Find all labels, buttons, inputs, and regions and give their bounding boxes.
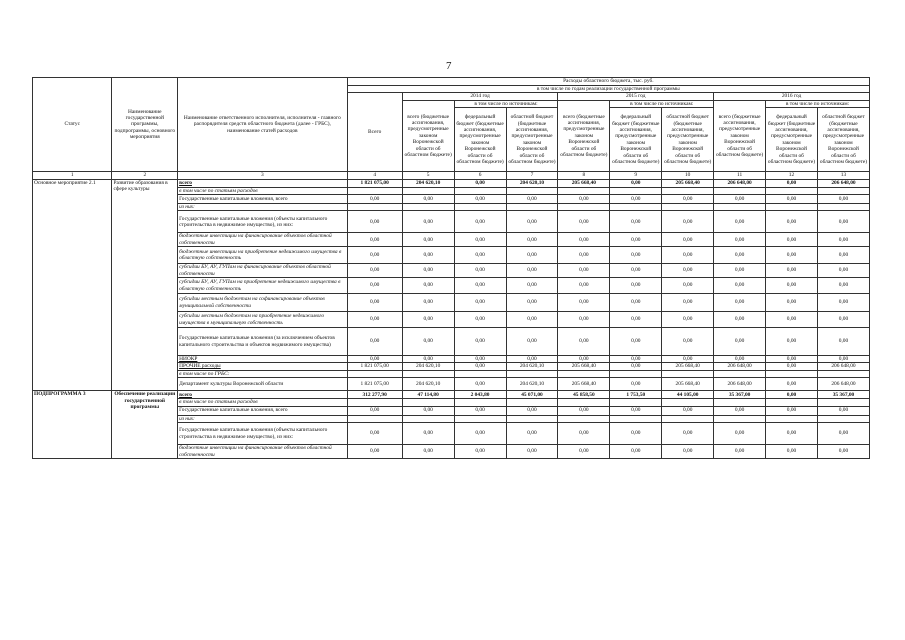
row-item: Государственные капитальные вложения, всего <box>178 406 348 415</box>
row-value: 0,00 <box>610 233 662 247</box>
row-item: Государственные капитальные вложения, всего <box>178 195 348 204</box>
row-value: 0,00 <box>817 247 869 264</box>
row-value <box>506 204 558 211</box>
row-value: 0,00 <box>662 312 714 328</box>
row-value <box>347 187 402 194</box>
row-value: 0,00 <box>402 211 454 233</box>
row-value: 204 620,10 <box>506 363 558 370</box>
column-number: 7 <box>506 172 558 179</box>
row-value: 0,00 <box>817 406 869 415</box>
row-value: 0,00 <box>662 195 714 204</box>
row-value: 0,00 <box>817 195 869 204</box>
row-item: субсидии БУ, АУ, ГУПам на финансирование объектов областной собственности <box>178 264 348 278</box>
row-value: 0,00 <box>817 211 869 233</box>
row-value: 0,00 <box>766 195 818 204</box>
row-value: 0,00 <box>454 278 506 294</box>
row-value: 204 620,10 <box>402 363 454 370</box>
row-value: 0,00 <box>454 211 506 233</box>
row-value: 0,00 <box>662 406 714 415</box>
row-value: 0,00 <box>766 363 818 370</box>
row-value: 0,00 <box>347 264 402 278</box>
row-value: 0,00 <box>610 179 662 187</box>
row-item: из них: <box>178 204 348 211</box>
row-value: 0,00 <box>454 406 506 415</box>
column-number: 12 <box>766 172 818 179</box>
row-item: всего <box>178 179 348 187</box>
row-value: 0,00 <box>506 264 558 278</box>
row-value: 206 648,00 <box>714 179 766 187</box>
row-value: 0,00 <box>714 211 766 233</box>
row-value: 0,00 <box>506 406 558 415</box>
row-value <box>402 399 454 406</box>
row-value <box>662 187 714 194</box>
row-value: 0,00 <box>402 247 454 264</box>
row-value: 0,00 <box>662 356 714 363</box>
row-value <box>347 370 402 377</box>
row-value: 0,00 <box>610 294 662 312</box>
row-value: 0,00 <box>766 406 818 415</box>
row-value: 0,00 <box>402 233 454 247</box>
row-value: 0,00 <box>766 445 818 459</box>
row-value: 0,00 <box>610 423 662 445</box>
row-value <box>558 399 610 406</box>
row-value: 0,00 <box>662 423 714 445</box>
row-value: 0,00 <box>506 233 558 247</box>
row-value: 0,00 <box>558 294 610 312</box>
row-value: 0,00 <box>558 195 610 204</box>
row-value: 45 071,00 <box>506 391 558 399</box>
row-value: 0,00 <box>610 264 662 278</box>
row-item: в том числе по статьям расходов <box>178 399 348 406</box>
row-value <box>558 415 610 422</box>
table-row <box>33 179 870 187</box>
row-value: 0,00 <box>506 278 558 294</box>
column-number: 4 <box>347 172 402 179</box>
row-item: бюджетные инвестиции на финансирование объектов областной собственности <box>178 445 348 459</box>
row-value <box>610 415 662 422</box>
row-value: 206 648,00 <box>714 378 766 391</box>
column-number: 2 <box>112 172 178 179</box>
row-status: ПОДПРОГРАММА 3 <box>33 391 112 459</box>
row-value: 0,00 <box>766 294 818 312</box>
row-value: 0,00 <box>766 423 818 445</box>
row-value <box>402 370 454 377</box>
row-value <box>558 204 610 211</box>
row-value: 204 620,10 <box>506 378 558 391</box>
row-value: 0,00 <box>558 312 610 328</box>
row-value <box>817 415 869 422</box>
row-value <box>558 187 610 194</box>
row-value <box>766 370 818 377</box>
row-value: 204 620,10 <box>402 378 454 391</box>
header-2016-federal: федеральный бюджет (бюджетные ассигнования, предусмотренные законом Воронежской области об областном бюджете) <box>766 108 818 172</box>
row-value: 0,00 <box>714 423 766 445</box>
row-value: 0,00 <box>766 211 818 233</box>
row-value <box>610 370 662 377</box>
row-item: бюджетные инвестиции на приобретение недвижимого имущества в областную собственность <box>178 247 348 264</box>
row-item: субсидии местным бюджетам на приобретение недвижимого имущества в муниципальную собственность <box>178 312 348 328</box>
row-value: 2 043,80 <box>454 391 506 399</box>
row-value: 45 858,50 <box>558 391 610 399</box>
row-item: ПРОЧИЕ расходы <box>178 363 348 370</box>
row-value: 204 620,10 <box>402 179 454 187</box>
row-value: 0,00 <box>402 294 454 312</box>
row-value: 0,00 <box>817 233 869 247</box>
row-value: 0,00 <box>558 278 610 294</box>
row-value: 0,00 <box>610 328 662 356</box>
row-value <box>714 415 766 422</box>
row-value: 0,00 <box>506 445 558 459</box>
row-value: 0,00 <box>347 312 402 328</box>
row-value: 1 821 075,00 <box>347 378 402 391</box>
row-value: 0,00 <box>347 328 402 356</box>
header-2015-federal: федеральный бюджет (бюджетные ассигнования, предусмотренные законом Воронежской области об областном бюджете) <box>610 108 662 172</box>
row-value: 0,00 <box>347 294 402 312</box>
row-value <box>714 187 766 194</box>
row-value <box>454 370 506 377</box>
row-value: 0,00 <box>714 264 766 278</box>
column-number: 13 <box>817 172 869 179</box>
row-item: Государственные капитальные вложения (объекты капитального строительства в недвижимое имущество), из них: <box>178 211 348 233</box>
row-value: 0,00 <box>454 247 506 264</box>
row-item: субсидии местным бюджетам на софинансирование объектов муниципальной собственности <box>178 294 348 312</box>
row-value <box>662 204 714 211</box>
row-value: 0,00 <box>558 423 610 445</box>
row-value: 0,00 <box>610 363 662 370</box>
header-status: Статус <box>33 78 112 172</box>
row-value: 0,00 <box>817 328 869 356</box>
row-value: 0,00 <box>817 312 869 328</box>
row-value: 0,00 <box>714 328 766 356</box>
row-value: 0,00 <box>402 356 454 363</box>
row-value <box>506 187 558 194</box>
row-value: 206 648,00 <box>714 363 766 370</box>
row-value: 0,00 <box>610 211 662 233</box>
header-2014-federal: федеральный бюджет (бюджетные ассигнования, предусмотренные законом Воронежской области об областном бюджете) <box>454 108 506 172</box>
row-item: НИОКР <box>178 356 348 363</box>
row-value <box>662 399 714 406</box>
row-value: 0,00 <box>402 312 454 328</box>
row-value: 0,00 <box>347 445 402 459</box>
row-value: 205 668,40 <box>662 363 714 370</box>
row-value: 0,00 <box>402 264 454 278</box>
header-2016-all: всего (бюджетные ассигнования, предусмотренные законом Воронежской области об областном бюджете) <box>714 100 766 171</box>
row-value: 0,00 <box>347 356 402 363</box>
header-year-2014: 2014 год <box>402 93 558 100</box>
row-item: Государственные капитальные вложения (за исключением объектов капитального строительства и объектов недвижимого имущества) <box>178 328 348 356</box>
row-value <box>558 370 610 377</box>
header-year-2015: 2015 год <box>558 93 714 100</box>
row-value: 0,00 <box>347 195 402 204</box>
row-value <box>347 415 402 422</box>
row-value: 0,00 <box>817 445 869 459</box>
row-value: 206 648,00 <box>817 378 869 391</box>
row-value: 0,00 <box>610 312 662 328</box>
row-value: 0,00 <box>714 278 766 294</box>
header-2014-regional: областной бюджет (бюджетные ассигнования, предусмотренные законом Воронежской области об областном бюджете) <box>506 108 558 172</box>
row-value <box>610 204 662 211</box>
row-value: 0,00 <box>766 247 818 264</box>
row-value: 0,00 <box>454 312 506 328</box>
row-value: 0,00 <box>558 328 610 356</box>
row-value <box>506 370 558 377</box>
row-value: 0,00 <box>662 278 714 294</box>
row-value: 0,00 <box>662 264 714 278</box>
row-value: 206 648,00 <box>817 363 869 370</box>
row-value: 0,00 <box>817 294 869 312</box>
row-value: 0,00 <box>506 356 558 363</box>
header-executor: Наименование ответственного исполнителя, исполнителя - главного распорядителя средств областного бюджета (далее - ГРБС), наименование статей расходов <box>178 78 348 172</box>
row-value: 0,00 <box>662 247 714 264</box>
row-value: 312 277,90 <box>347 391 402 399</box>
row-item: субсидии БУ, АУ, ГУПам на приобретение недвижимого имущества в областную собственность <box>178 278 348 294</box>
page-number: 7 <box>446 60 452 72</box>
column-number: 3 <box>178 172 348 179</box>
header-year-2016: 2016 год <box>714 93 870 100</box>
row-value: 0,00 <box>817 264 869 278</box>
header-expenses-title: Расходы областного бюджета, тыс. руб. <box>347 78 869 86</box>
header-by-years: в том числе по годам реализации государственной программы <box>347 86 869 93</box>
row-value: 0,00 <box>454 363 506 370</box>
row-value: 0,00 <box>454 378 506 391</box>
row-value: 0,00 <box>506 294 558 312</box>
row-value: 0,00 <box>714 195 766 204</box>
row-program-name: Обеспечение реализации государственной программы <box>112 391 178 459</box>
column-number: 8 <box>558 172 610 179</box>
row-item: Департамент культуры Воронежской области <box>178 378 348 391</box>
row-value: 0,00 <box>506 195 558 204</box>
row-value: 0,00 <box>766 233 818 247</box>
row-value: 0,00 <box>766 391 818 399</box>
column-number: 5 <box>402 172 454 179</box>
row-item: в том числе по статьям расходов <box>178 187 348 194</box>
row-value: 0,00 <box>610 247 662 264</box>
row-status: Основное мероприятие 2.1 <box>33 179 112 391</box>
row-value: 0,00 <box>766 312 818 328</box>
row-value <box>402 415 454 422</box>
row-value <box>610 187 662 194</box>
row-value: 0,00 <box>454 328 506 356</box>
row-value: 0,00 <box>558 356 610 363</box>
row-value <box>766 204 818 211</box>
row-value: 0,00 <box>347 233 402 247</box>
header-total: Всего <box>347 93 402 172</box>
column-number: 9 <box>610 172 662 179</box>
column-number-row <box>33 172 870 179</box>
header-2015-sources: в том числе по источникам: <box>610 100 714 107</box>
row-value: 44 105,00 <box>662 391 714 399</box>
row-value <box>662 415 714 422</box>
table-row <box>33 391 870 399</box>
header-2014-all: всего (бюджетные ассигнования, предусмотренные законом Воронежской области об областном бюджете) <box>402 100 454 171</box>
row-value: 0,00 <box>817 423 869 445</box>
row-value: 0,00 <box>454 264 506 278</box>
row-value: 0,00 <box>402 406 454 415</box>
row-value: 1 821 075,00 <box>347 179 402 187</box>
row-value: 0,00 <box>714 445 766 459</box>
row-value <box>347 204 402 211</box>
row-value <box>506 399 558 406</box>
row-value: 0,00 <box>714 356 766 363</box>
row-value: 0,00 <box>454 294 506 312</box>
row-value: 0,00 <box>610 195 662 204</box>
row-value <box>454 204 506 211</box>
header-2016-sources: в том числе по источникам: <box>766 100 870 107</box>
row-value: 0,00 <box>402 278 454 294</box>
row-value: 0,00 <box>506 423 558 445</box>
row-value: 0,00 <box>714 406 766 415</box>
row-value <box>714 399 766 406</box>
row-value: 0,00 <box>454 445 506 459</box>
row-value: 0,00 <box>558 264 610 278</box>
row-value <box>817 370 869 377</box>
row-value <box>662 370 714 377</box>
row-value <box>347 399 402 406</box>
row-value <box>454 187 506 194</box>
row-value: 0,00 <box>454 179 506 187</box>
row-value: 0,00 <box>454 195 506 204</box>
row-value: 205 668,40 <box>662 378 714 391</box>
row-value <box>610 399 662 406</box>
row-value: 0,00 <box>506 211 558 233</box>
row-value: 205 668,40 <box>558 378 610 391</box>
budget-table <box>32 77 870 459</box>
row-value: 0,00 <box>506 328 558 356</box>
row-value: 0,00 <box>347 211 402 233</box>
row-value: 204 620,10 <box>506 179 558 187</box>
header-program-name: Наименование государственной программы, подпрограммы, основного мероприятия <box>112 78 178 172</box>
row-value <box>766 415 818 422</box>
row-value: 0,00 <box>506 312 558 328</box>
row-value: 0,00 <box>610 406 662 415</box>
row-value: 0,00 <box>454 356 506 363</box>
row-value: 0,00 <box>662 294 714 312</box>
row-value <box>454 415 506 422</box>
row-value: 0,00 <box>506 247 558 264</box>
row-value: 35 367,00 <box>714 391 766 399</box>
header-2015-regional: областной бюджет (бюджетные ассигнования, предусмотренные законом Воронежской области об областном бюджете) <box>662 108 714 172</box>
row-value <box>454 399 506 406</box>
column-number: 10 <box>662 172 714 179</box>
row-value: 0,00 <box>610 356 662 363</box>
row-value: 0,00 <box>662 233 714 247</box>
column-number: 11 <box>714 172 766 179</box>
row-value: 0,00 <box>714 312 766 328</box>
row-value: 0,00 <box>714 233 766 247</box>
row-value: 0,00 <box>347 423 402 445</box>
row-value <box>817 187 869 194</box>
row-value: 0,00 <box>662 328 714 356</box>
row-value: 206 648,00 <box>817 179 869 187</box>
row-value: 0,00 <box>558 233 610 247</box>
row-item: Государственные капитальные вложения (объекты капитального строительства в недвижимое имущество), из них: <box>178 423 348 445</box>
row-value: 0,00 <box>766 179 818 187</box>
row-value: 0,00 <box>402 423 454 445</box>
row-value: 0,00 <box>558 211 610 233</box>
row-value: 0,00 <box>454 233 506 247</box>
row-value: 47 114,80 <box>402 391 454 399</box>
header-2014-sources: в том числе по источникам: <box>454 100 558 107</box>
row-value <box>817 204 869 211</box>
row-value: 0,00 <box>402 328 454 356</box>
row-value: 0,00 <box>347 278 402 294</box>
row-value: 0,00 <box>347 406 402 415</box>
header-2015-all: всего (бюджетные ассигнования, предусмотренные законом Воронежской области об областном бюджете) <box>558 100 610 171</box>
row-item: бюджетные инвестиции на финансирование объектов областной собственности <box>178 233 348 247</box>
row-value: 0,00 <box>714 294 766 312</box>
row-value: 0,00 <box>766 278 818 294</box>
row-item: из них: <box>178 415 348 422</box>
row-value: 0,00 <box>766 378 818 391</box>
row-value: 0,00 <box>610 378 662 391</box>
row-value <box>766 187 818 194</box>
row-value: 35 367,00 <box>817 391 869 399</box>
column-number: 6 <box>454 172 506 179</box>
row-value: 0,00 <box>402 195 454 204</box>
row-value <box>714 204 766 211</box>
header-2016-regional: областной бюджет (бюджетные ассигнования, предусмотренные законом Воронежской области об областном бюджете) <box>817 108 869 172</box>
row-value: 0,00 <box>714 247 766 264</box>
row-value: 205 668,40 <box>558 179 610 187</box>
column-number: 1 <box>33 172 112 179</box>
row-value: 0,00 <box>558 445 610 459</box>
row-value: 0,00 <box>558 406 610 415</box>
row-value: 0,00 <box>610 278 662 294</box>
row-value: 0,00 <box>766 264 818 278</box>
row-value: 205 668,40 <box>662 179 714 187</box>
row-value <box>506 415 558 422</box>
row-value: 0,00 <box>662 445 714 459</box>
row-value: 0,00 <box>610 445 662 459</box>
row-value: 205 668,40 <box>558 363 610 370</box>
row-item: всего <box>178 391 348 399</box>
row-item: в том числе по ГРБС: <box>178 370 348 377</box>
row-value: 0,00 <box>766 328 818 356</box>
row-value: 1 753,50 <box>610 391 662 399</box>
row-value: 0,00 <box>347 247 402 264</box>
row-value: 0,00 <box>454 423 506 445</box>
row-value: 0,00 <box>766 356 818 363</box>
row-value: 0,00 <box>662 211 714 233</box>
row-value <box>766 399 818 406</box>
row-value <box>402 204 454 211</box>
row-value: 0,00 <box>558 247 610 264</box>
row-value <box>402 187 454 194</box>
row-program-name: Развитие образования в сфере культуры <box>112 179 178 391</box>
row-value: 0,00 <box>817 278 869 294</box>
row-value: 0,00 <box>817 356 869 363</box>
row-value: 0,00 <box>402 445 454 459</box>
row-value <box>817 399 869 406</box>
row-value <box>714 370 766 377</box>
row-value: 1 821 075,00 <box>347 363 402 370</box>
